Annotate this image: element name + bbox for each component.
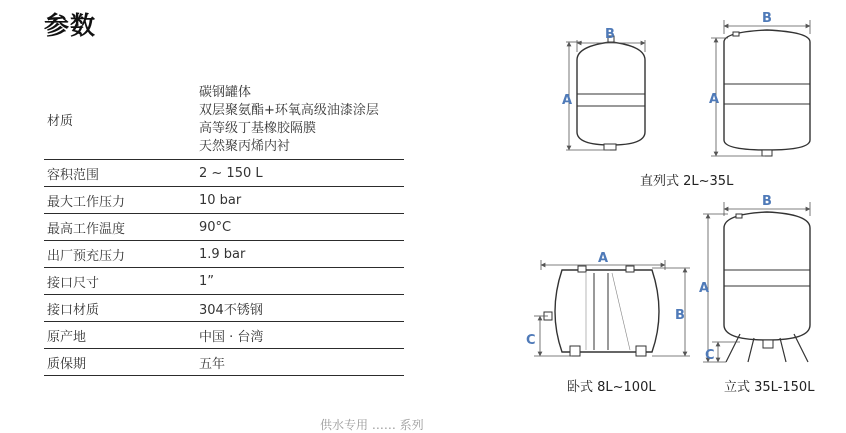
spec-label: 容积范围 <box>47 167 100 183</box>
spec-label: 接口材质 <box>47 302 100 318</box>
spec-label: 出厂预充压力 <box>47 248 126 264</box>
vertical-caption: 直列式 2L~35L <box>640 174 734 189</box>
dim-label-a: A <box>598 251 609 266</box>
standing-caption: 立式 35L-150L <box>724 380 815 395</box>
spec-label: 质保期 <box>47 356 87 372</box>
material-line: 天然聚丙烯内衬 <box>199 138 291 154</box>
material-line: 高等级丁基橡胶隔膜 <box>199 120 317 136</box>
spec-value: 10 bar <box>199 192 242 208</box>
horizontal-tank-diagram <box>534 260 690 356</box>
horizontal-caption: 卧式 8L~100L <box>567 380 656 395</box>
standing-tank-diagram <box>703 202 810 362</box>
spec-value: 2 ~ 150 L <box>199 165 263 181</box>
spec-value: 1.9 bar <box>199 246 246 262</box>
spec-label: 最大工作压力 <box>47 194 126 210</box>
spec-label: 原产地 <box>47 329 87 345</box>
vertical-large-tank-diagram <box>711 20 810 156</box>
spec-value: 1” <box>199 273 215 289</box>
vertical-tank-diagram <box>566 36 645 150</box>
material-line: 碳钢罐体 <box>199 84 252 100</box>
dim-label-b: B <box>605 27 615 42</box>
spec-value: 五年 <box>199 356 226 372</box>
dim-label-a: A <box>699 281 710 296</box>
dim-label-c: C <box>705 348 715 363</box>
spec-value: 304不锈钢 <box>199 302 263 318</box>
spec-label: 材质 <box>47 114 74 129</box>
dim-label-b: B <box>762 11 772 26</box>
spec-value: 90°C <box>199 219 232 235</box>
page-title: 参数 <box>44 11 97 40</box>
dim-label-a: A <box>562 93 573 108</box>
material-line: 双层聚氨酯+环氧高级油漆涂层 <box>199 102 379 118</box>
dim-label-b: B <box>762 194 772 209</box>
dim-label-b: B <box>675 308 685 323</box>
spec-label: 接口尺寸 <box>47 275 100 291</box>
spec-label: 最高工作温度 <box>47 221 126 237</box>
dim-label-c: C <box>526 333 536 348</box>
footer-text: 供水专用 …… 系列 <box>320 418 424 432</box>
dim-label-a: A <box>709 92 720 107</box>
spec-value: 中国 · 台湾 <box>199 329 264 345</box>
